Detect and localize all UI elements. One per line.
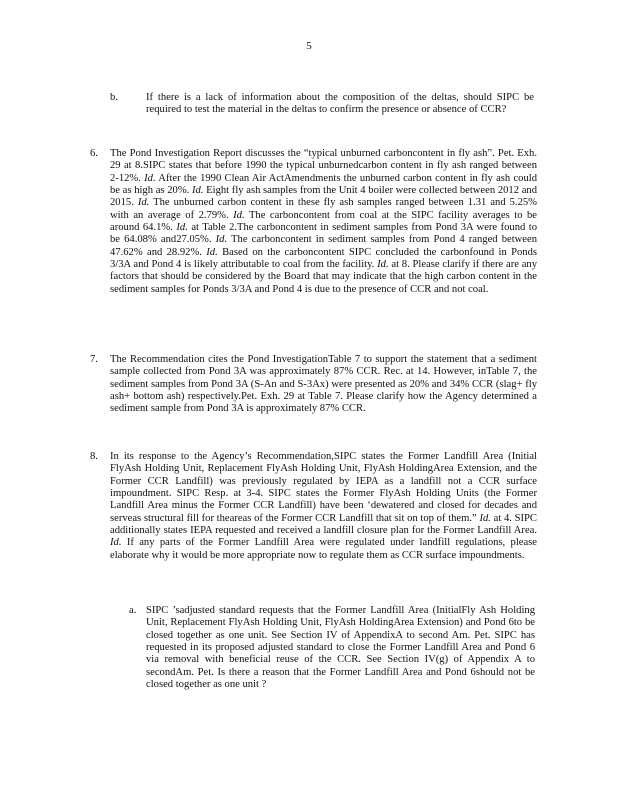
id-citation: Id. [233,209,245,221]
item-text [110,148,537,296]
id-citation: Id. [377,259,389,271]
id-citation: Id. [479,512,491,524]
item-text: If there is a lack of information about the composition of the deltas, should SIPC be required to test the material in the deltas to confirm the presence or absence of CCR? [146,92,534,116]
text-run: If any parts of the Former Landfill Area were regulated under landfill regulations, please elaborate why it would be more appropriate now to regulate them as CCR surface impoundments. [110,537,537,561]
id-citation: Id. [137,197,150,209]
text-run: The Pond Investigation Report discusses the “typical unburned carboncontent in fly ash”. Pet. Exh. 29 at 8.SIPC states that before 1990 the typical unburnedcarbon content in fly ash ranged between 2-12%. [110,148,537,184]
item-marker: b. [110,92,118,103]
item-marker: 8. [90,451,98,462]
item-marker: 6. [90,148,98,159]
page-number: 5 [306,40,312,52]
id-citation: Id. [206,246,218,258]
item-marker: a. [129,605,137,616]
id-citation: Id. [110,537,122,549]
text-run: The carboncontent from coal at the SIPC facility averages to be around 64.1%. [110,209,537,234]
text-run: The carboncontent in sediment samples from Pond 4 ranged between 47.62% and 28.92%. [110,234,538,258]
item-text [110,451,537,562]
text-run: at 8. Please clarify if there are any factors that should be considered by the Board that may indicate that the high carbon content in the sediment samples for Ponds 3/3A and Pond 4 is due to the presence of CCR and not coal. [110,259,537,295]
text-run: Based on the carboncontent SIPC concluded the carbonfound in Ponds 3/3A and Pond 4 is likely attributable to coal from the facility. [110,246,538,271]
item-text: SIPC ’sadjusted standard requests that the Former Landfill Area (InitialFly Ash Holding Unit, Replacement FlyAsh Holding Unit, FlyAsh HoldingArea Extension) and Pond 6to be closed together as one unit. See Section IV of AppendixA to second Am. Pet. SIPC has requested in its proposed adjusted standard to close the Former Landfill Area and Pond 6 via removal with beneficial reuse of the CCR. See Section IV(g) of Appendix A to secondAm. Pet. Is there a reason that the Former Landfill Area and Pond 6should not be closed together as one unit ? [146,605,535,691]
text-run: After the 1990 Clean Air ActAmendments the unburned carbon content in fly ash could be as high as 20%. [110,172,537,197]
id-citation: Id. [144,172,156,184]
item-marker: 7. [90,354,98,365]
text-run: Eight fly ash samples from the Unit 4 boiler were collected between 2012 and 2015. [110,185,537,209]
text-run: In its response to the Agency’s Recommendation,SIPC states the Former Landfill Area (Initial FlyAsh Holding Unit, Replacement FlyAsh Holding Unit, FlyAsh HoldingArea Extension, and the Former CCR Landfill) was previously regulated by IEPA as a landfill not a CCR surface impoundment. SIPC Resp. at 3-4. SIPC states the Former FlyAsh Holding Units (the Former Landfill Area minus the Former CCR Landfill) have been ‘dewatered and closed for decades and serveas structural fill for theareas of the Former CCR Landfill that sit on top of them.” [110,451,537,524]
text-run: The unburned carbon content in these fly ash samples ranged between 1.31 and 5.25% with an average of 2.79%. [110,197,537,221]
text-run: at Table 2.The carboncontent in sediment samples from Pond 3A were found to be 64.08% and27.05%. [110,222,538,246]
id-citation: Id. [191,185,204,197]
id-citation: Id. [215,234,228,246]
text-run: at 4. SIPC additionally states IEPA requested and received a landfill closure plan for the Former Landfill Area. [110,512,537,537]
id-citation: Id. [176,222,188,234]
item-text: The Recommendation cites the Pond InvestigationTable 7 to support the statement that a sediment sample collected from Pond 3A was approximately 87% CCR. Rec. at 14. However, inTable 7, the sediment samples from Pond 3A (S-An and S-3Ax) were presented as 20% and 34% CCR (slag+ fly ash+ bottom ash) respectively.Pet. Exh. 29 at Table 7. Please clarify how the Agency determined a sediment sample from Pond 3A is approximately 87% CCR. [110,354,537,415]
